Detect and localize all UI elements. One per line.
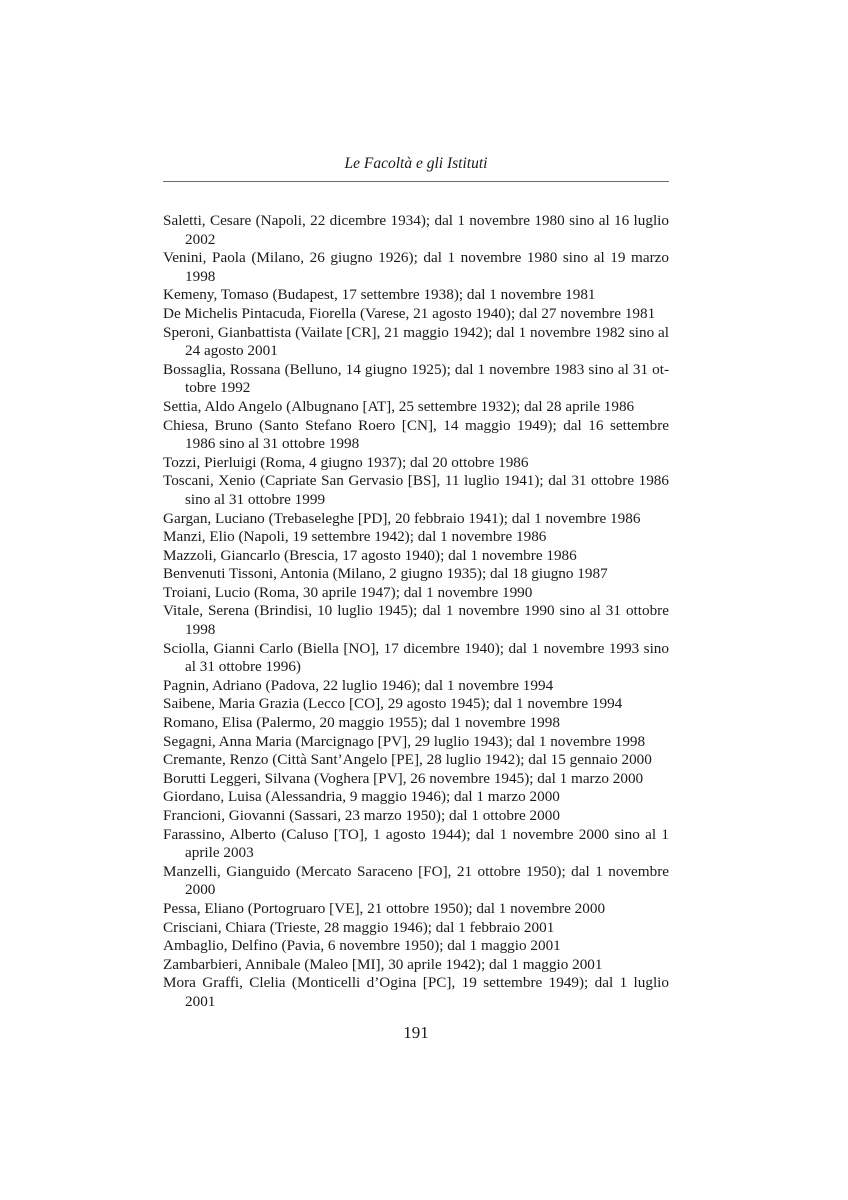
list-item: Tozzi, Pierluigi (Roma, 4 giugno 1937); dal 20 ottobre 1986 <box>163 453 529 471</box>
list-item: Chiesa, Bruno (Santo Stefano Roero [CN], 14 maggio 1949); dal 16 settembre 1986 sino al 31 ottobre 1998 <box>163 416 669 453</box>
list-item: Speroni, Gianbattista (Vailate [CR], 21 maggio 1942); dal 1 novembre 1982 sino al 24 agosto 2001 <box>163 323 669 360</box>
list-item: Romano, Elisa (Palermo, 20 maggio 1955); dal 1 novembre 1998 <box>163 714 560 732</box>
list-item: Bossaglia, Rossana (Belluno, 14 giugno 1925); dal 1 novembre 1983 sino al 31 ottobre 1992 <box>163 360 669 397</box>
list-item: Manzi, Elio (Napoli, 19 settembre 1942); dal 1 novembre 1986 <box>163 528 547 546</box>
header-rule <box>163 181 669 182</box>
list-item: Manzelli, Gianguido (Mercato Saraceno [FO], 21 ottobre 1950); dal 1 novembre 2000 <box>163 862 669 899</box>
list-item: Cremante, Renzo (Città Sant’Angelo [PE], 28 luglio 1942); dal 15 gennaio 2000 <box>163 751 652 769</box>
list-item: Settia, Aldo Angelo (Albugnano [AT], 25 settembre 1932); dal 28 aprile 1986 <box>163 397 635 415</box>
list-item: Saibene, Maria Grazia (Lecco [CO], 29 agosto 1945); dal 1 novembre 1994 <box>163 695 623 713</box>
list-item: Zambarbieri, Annibale (Maleo [MI], 30 aprile 1942); dal 1 maggio 2001 <box>163 955 603 973</box>
list-item: Segagni, Anna Maria (Marcignago [PV], 29 luglio 1943); dal 1 novembre 1998 <box>163 732 646 750</box>
list-item: Benvenuti Tissoni, Antonia (Milano, 2 giugno 1935); dal 18 giugno 1987 <box>163 565 608 583</box>
list-item: Venini, Paola (Milano, 26 giugno 1926); dal 1 novembre 1980 sino al 19 marzo 1998 <box>163 249 669 285</box>
list-item: Gargan, Luciano (Trebaseleghe [PD], 20 febbraio 1941); dal 1 novembre 1986 <box>163 509 641 527</box>
faculty-list <box>163 212 669 1012</box>
list-item: Kemeny, Tomaso (Budapest, 17 settembre 1938); dal 1 novembre 1981 <box>163 286 596 304</box>
list-item: Farassino, Alberto (Caluso [TO], 1 agosto 1944); dal 1 novembre 2000 sino al 1 aprile 2003 <box>163 825 669 862</box>
list-item: De Michelis Pintacuda, Fiorella (Varese, 21 agosto 1940); dal 27 novembre 1981 <box>163 304 656 322</box>
list-item: Saletti, Cesare (Napoli, 22 dicembre 1934); dal 1 novembre 1980 sino al 16 luglio 2002 <box>163 212 669 248</box>
list-item: Ambaglio, Delfino (Pavia, 6 novembre 1950); dal 1 maggio 2001 <box>163 937 561 955</box>
list-item: Giordano, Luisa (Alessandria, 9 maggio 1946); dal 1 marzo 2000 <box>163 788 560 806</box>
page-number: 191 <box>403 1023 429 1042</box>
list-item: Francioni, Giovanni (Sassari, 23 marzo 1950); dal 1 ottobre 2000 <box>163 807 560 824</box>
list-item: Mora Graffi, Clelia (Monticelli d’Ogina [PC], 19 settembre 1949); dal 1 luglio 2001 <box>163 974 669 1010</box>
list-item: Pessa, Eliano (Portogruaro [VE], 21 ottobre 1950); dal 1 novembre 2000 <box>163 899 606 917</box>
list-item: Troiani, Lucio (Roma, 30 aprile 1947); dal 1 novembre 1990 <box>163 583 533 601</box>
list-item: Toscani, Xenio (Capriate San Gervasio [BS], 11 luglio 1941); dal 31 ottobre 1986 sino al 31 ottobre 1999 <box>163 472 669 508</box>
list-item: Crisciani, Chiara (Trieste, 28 maggio 1946); dal 1 febbraio 2001 <box>163 918 555 936</box>
list-item: Vitale, Serena (Brindisi, 10 luglio 1945); dal 1 novembre 1990 sino al 31 ottobre 1998 <box>163 602 669 639</box>
list-item: Mazzoli, Giancarlo (Brescia, 17 agosto 1940); dal 1 novembre 1986 <box>163 546 577 564</box>
list-item: Sciolla, Gianni Carlo (Biella [NO], 17 dicembre 1940); dal 1 novembre 1993 sino al 31 ottobre 1996) <box>163 639 669 676</box>
list-item: Pagnin, Adriano (Padova, 22 luglio 1946); dal 1 novembre 1994 <box>163 676 554 694</box>
list-item: Borutti Leggeri, Silvana (Voghera [PV], 26 novembre 1945); dal 1 marzo 2000 <box>163 769 644 787</box>
running-head: Le Facoltà e gli Istituti <box>344 155 488 172</box>
